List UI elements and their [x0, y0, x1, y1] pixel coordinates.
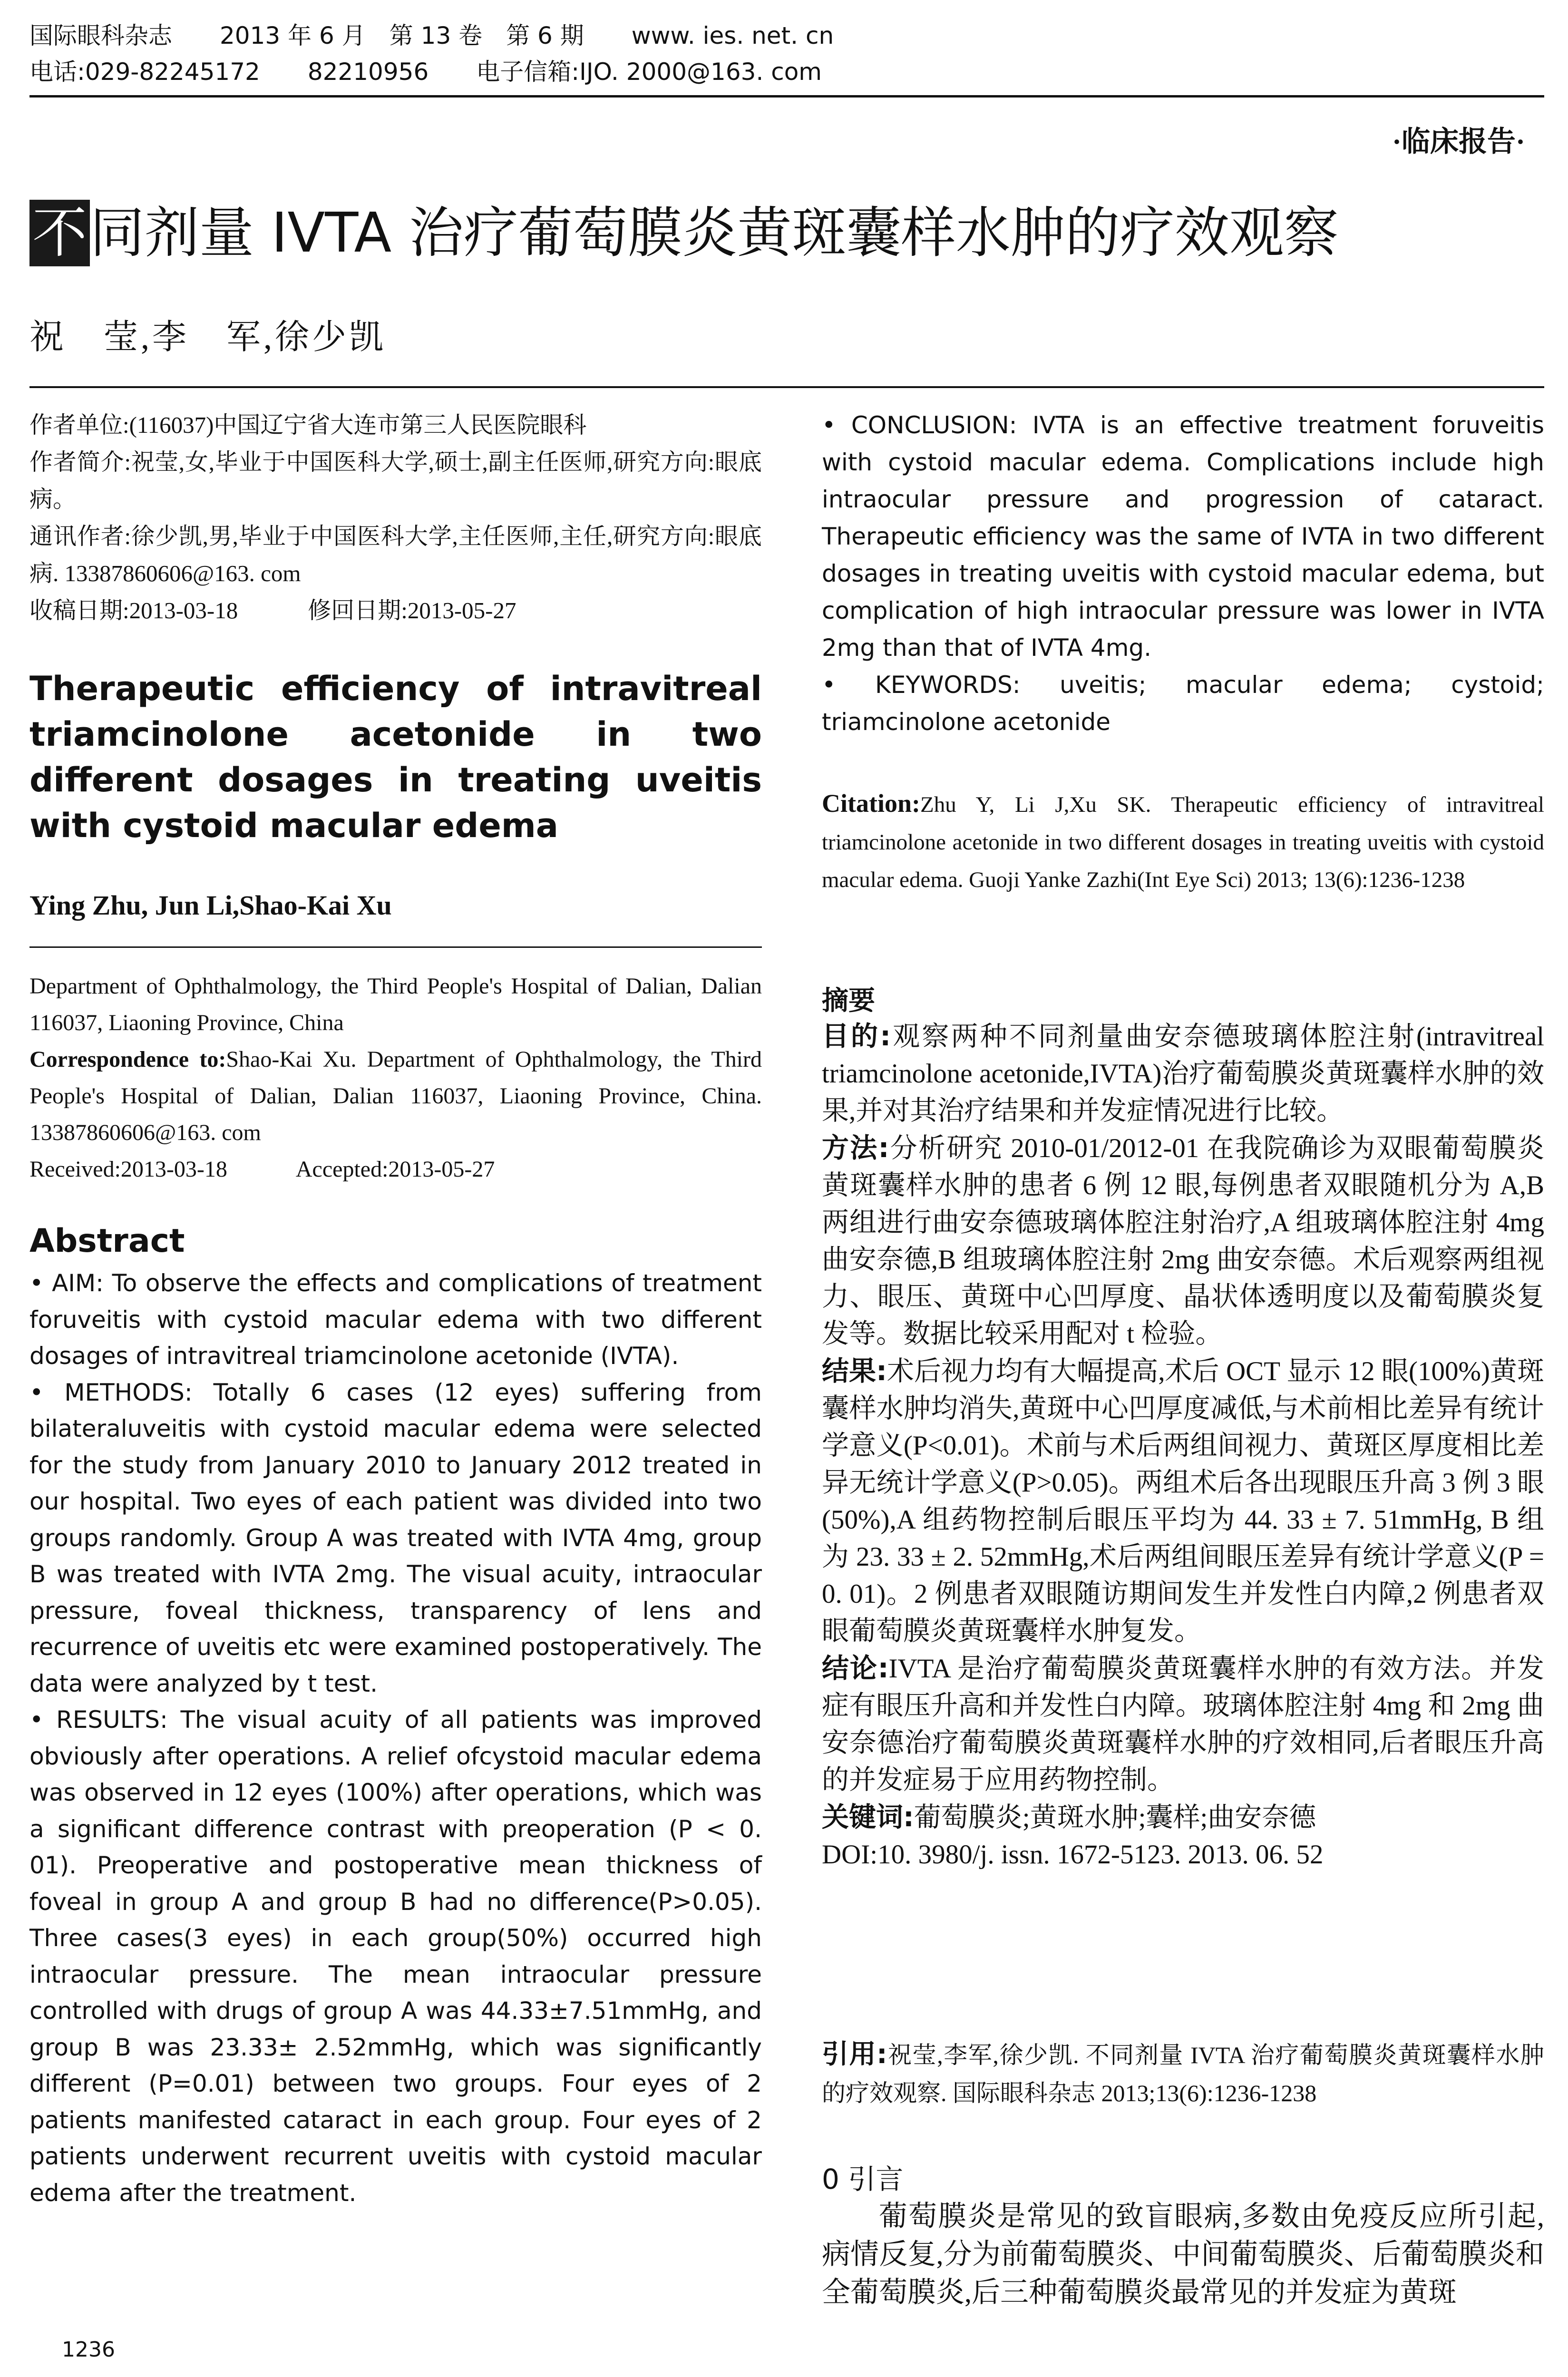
methods-text: 分析研究 2010-01/2012-01 在我院确诊为双眼葡萄膜炎黄斑囊样水肿的患者 6 例 12 眼,每例患者双眼随机分为 A,B 两组进行曲安奈德玻璃体腔注射治疗,A 组玻璃体腔注射 4mg 曲安奈德,B 组玻璃体腔注射 2mg 曲安奈德。术后观察两组视力、眼压、黄斑中心凹厚度、晶状体透明度以及葡萄膜炎复发等。数据比较采用配对 t 检验。 — [822, 1133, 1544, 1349]
section-label: ·临床报告· — [1392, 126, 1525, 157]
intro-heading: 0 引言 — [822, 2163, 904, 2195]
keywords-label: 关键词: — [822, 1802, 914, 1833]
citation-label: Citation: — [822, 789, 920, 818]
intro-paragraph: 葡萄膜炎是常见的致盲眼病,多数由免疫反应所引起,病情反复,分为前葡萄膜炎、中间葡萄膜炎、后葡萄膜炎和全葡萄膜炎,后三种葡萄膜炎最常见的并发症为黄斑 — [822, 2201, 1544, 2308]
title-first-char: 不 — [29, 200, 90, 266]
article-title — [29, 200, 1339, 266]
corresponding-author: 通讯作者:徐少凯,男,毕业于中国医科大学,主任医师,主任,研究方向:眼底病. 13387860606@163. com — [29, 523, 762, 586]
journal-header-line1: 国际眼科杂志 2013 年 6 月 第 13 卷 第 6 期 www. ies. net. cn — [29, 22, 834, 49]
correspondence-label: Correspondence to: — [29, 1047, 226, 1072]
affiliation-line: 作者单位:(116037)中国辽宁省大连市第三人民医院眼科 — [29, 412, 587, 438]
citation-en — [822, 785, 1544, 899]
abstract-objective-cn — [822, 1018, 1544, 1130]
cn-abstract-heading: 摘要 — [822, 985, 875, 1016]
doi: DOI:10. 3980/j. issn. 1672-5123. 2013. 06. 52 — [822, 1840, 1324, 1870]
english-abstract-cont — [822, 407, 1544, 740]
english-title: Therapeutic efficiency of intravitreal triamcinolone acetonide in two different dosages in treating uveitis with cystoid macular edema — [29, 669, 762, 845]
abstract-results: • RESULTS: The visual acuity of all patients was improved obviously after operations. A relief ofcystoid macular edema was observed in 12 eyes (100%) after operations, which was a significant difference contrast with preoperation (P < 0. 01). Preoperative and postoperative mean thickness of foveal in group A and group B had no difference(P>0.05). Three cases(3 eyes) in each group(50%) occurred high intraocular pressure. The mean intraocular pressure controlled with drugs of group A was 44.33±7.51mmHg, and group B was 23.33± 2.52mmHg, which was significantly different (P=0.01) between two groups. Four eyes of 2 patients manifested cataract in each group. Four eyes of 2 patients underwent recurrent uveitis with cystoid macular edema after the treatment. — [29, 1706, 762, 2207]
abstract-methods-cn — [822, 1130, 1544, 1353]
english-abstract — [29, 1265, 762, 2211]
author-bio: 作者简介:祝莹,女,毕业于中国医科大学,硕士,副主任医师,研究方向:眼底病。 — [29, 449, 762, 512]
received-dates-en: Received:2013-03-18 Accepted:2013-05-27 — [29, 1157, 495, 1182]
english-authors-rule — [29, 946, 762, 948]
english-authors: Ying Zhu, Jun Li,Shao-Kai Xu — [29, 890, 392, 921]
citation-cn-label: 引用: — [822, 2039, 887, 2070]
conclusion-text: IVTA 是治疗葡萄膜炎黄斑囊样水肿的有效方法。并发症有眼压升高和并发性白内障。玻璃体腔注射 4mg 和 2mg 曲安奈德治疗葡萄膜炎黄斑囊样水肿的疗效相同,后者眼压升高的并发症易于应用药物控制。 — [822, 1654, 1544, 1795]
correspondence — [29, 1041, 762, 1151]
abstract-conclusion: • CONCLUSION: IVTA is an effective treatment foruveitis with cystoid macular edema. Complications include high intraocular pressure and progression of cataract. Therapeutic efficiency was the same of IVTA in two different dosages in treating uveitis with cystoid macular edema, but complication of high intraocular pressure was lower in IVTA 2mg than that of IVTA 4mg. — [822, 411, 1544, 662]
header-rule — [29, 95, 1544, 97]
received-dates-cn: 收稿日期:2013-03-18 修回日期:2013-05-27 — [29, 597, 516, 623]
abstract-methods: • METHODS: Totally 6 cases (12 eyes) suffering from bilateraluveitis with cystoid macular edema were selected for the study from January 2010 to January 2012 treated in our hospital. Two eyes of each patient was divided into two groups randomly. Group A was treated with IVTA 4mg, group B was treated with IVTA 2mg. The visual acuity, intraocular pressure, foveal thickness, transparency of lens and recurrence of uveitis etc were examined postoperatively. The data were analyzed by t test. — [29, 1378, 762, 1697]
objective-text: 观察两种不同剂量曲安奈德玻璃体腔注射(intravitreal triamcinolone acetonide,IVTA)治疗葡萄膜炎黄斑囊样水肿的效果,并对其治疗结果和并发症情况进行比较。 — [822, 1022, 1545, 1126]
journal-header-line2: 电话:029-82245172 82210956 电子信箱:IJO. 2000@163. com — [29, 58, 822, 86]
correspondence-text: Shao-Kai Xu. Department of Ophthalmology, the Third People's Hospital of Dalian, Dalian 116037, Liaoning Province, China. 13387860606@163. com — [29, 1047, 762, 1145]
abstract-keywords: • KEYWORDS: uveitis; macular edema; cystoid; triamcinolone acetonide — [822, 671, 1544, 736]
abstract-conclusion-cn — [822, 1650, 1544, 1799]
conclusion-label: 结论: — [822, 1653, 889, 1684]
abstract-heading: Abstract — [29, 1222, 185, 1260]
methods-label: 方法: — [822, 1132, 889, 1164]
title-rule — [29, 386, 1544, 388]
title-rest: 同剂量 IVTA 治疗葡萄膜炎黄斑囊样水肿的疗效观察 — [90, 201, 1339, 265]
keywords-text: 葡萄膜炎;黄斑水肿;囊样;曲安奈德 — [914, 1802, 1316, 1832]
abstract-aim: • AIM: To observe the effects and complications of treatment foruveitis with cystoid macular edema with two different dosages of intravitreal triamcinolone acetonide (IVTA). — [29, 1269, 762, 1370]
citation-text: Zhu Y, Li J,Xu SK. Therapeutic efficiency of intravitreal triamcinolone acetonide in two different dosages in treating uveitis with cystoid macular edema. Guoji Yanke Zazhi(Int Eye Sci) 2013; 13(6):1236-1238 — [822, 792, 1544, 892]
abstract-results-cn — [822, 1353, 1544, 1650]
keywords-cn — [822, 1799, 1544, 1836]
chinese-abstract — [822, 1018, 1544, 1873]
author-info — [29, 407, 762, 629]
authors-cn: 祝 莹,李 军,徐少凯 — [29, 318, 387, 356]
citation-cn-text: 祝莹,李军,徐少凯. 不同剂量 IVTA 治疗葡萄膜炎黄斑囊样水肿的疗效观察. 国际眼科杂志 2013;13(6):1236-1238 — [822, 2042, 1544, 2106]
results-text: 术后视力均有大幅提高,术后 OCT 显示 12 眼(100%)黄斑囊样水肿均消失,黄斑中心凹厚度减低,与术前相比差异有统计学意义(P<0.01)。术前与术后两组间视力、黄斑区厚度相比差异无统计学意义(P>0.05)。两组术后各出现眼压升高 3 例 3 眼(50%),A 组药物控制后眼压平均为 44. 33 ± 7. 51mmHg, B 组为 23. 33 ± 2. 52mmHg,术后两组间眼压差异有统计学意义(P = 0. 01)。2 例患者双眼随访期间发生并发性白内障,2 例患者双眼葡萄膜炎黄斑囊样水肿复发。 — [822, 1356, 1545, 1646]
english-affiliation — [29, 968, 762, 1188]
page-number: 1236 — [62, 2338, 115, 2362]
results-label: 结果: — [822, 1355, 887, 1387]
objective-label: 目的: — [822, 1021, 891, 1052]
department: Department of Ophthalmology, the Third People's Hospital of Dalian, Dalian 116037, Liaoning Province, China — [29, 974, 762, 1035]
citation-cn — [822, 2036, 1544, 2112]
